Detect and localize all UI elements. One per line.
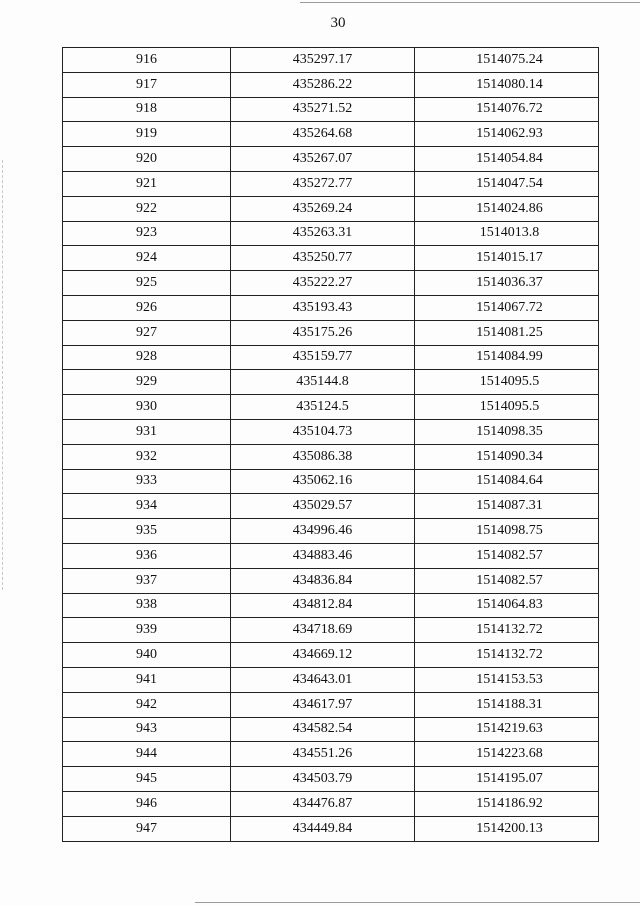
table-row (63, 469, 599, 494)
table-row (63, 97, 599, 122)
y-coordinate-cell (415, 72, 599, 97)
y-coordinate-cell (415, 395, 599, 420)
x-coordinate-cell (231, 816, 415, 841)
x-coordinate-cell (231, 742, 415, 767)
point-number: 933 (136, 473, 157, 489)
x-coordinate: 434551.26 (292, 746, 353, 762)
point-number: 942 (136, 696, 157, 712)
y-coordinate: 1514098.35 (476, 423, 543, 439)
point-number: 930 (136, 399, 157, 415)
x-coordinate-cell (231, 147, 415, 172)
point-number-cell (63, 767, 231, 792)
table-row (63, 370, 599, 395)
y-coordinate-cell (415, 667, 599, 692)
table-row (63, 494, 599, 519)
point-number: 916 (136, 51, 157, 67)
y-coordinate-cell (415, 469, 599, 494)
y-coordinate-cell (415, 692, 599, 717)
y-coordinate-cell (415, 519, 599, 544)
table-row (63, 643, 599, 668)
x-coordinate-cell (231, 767, 415, 792)
x-coordinate: 435175.26 (292, 324, 353, 340)
x-coordinate: 435286.22 (292, 76, 353, 92)
y-coordinate-cell (415, 221, 599, 246)
table-row (63, 246, 599, 271)
point-number-cell (63, 519, 231, 544)
x-coordinate: 434643.01 (292, 671, 353, 687)
y-coordinate-cell (415, 419, 599, 444)
x-coordinate-cell (231, 519, 415, 544)
y-coordinate-cell (415, 345, 599, 370)
x-coordinate: 434503.79 (292, 771, 353, 786)
y-coordinate-cell (415, 171, 599, 196)
y-coordinate: 1514200.13 (476, 820, 543, 836)
point-number: 938 (136, 597, 157, 613)
point-number-cell (63, 593, 231, 618)
point-number-cell (63, 147, 231, 172)
point-number: 945 (136, 771, 157, 786)
coordinates-table-body (63, 48, 599, 842)
x-coordinate: 434996.46 (292, 523, 353, 539)
scan-edge-bottom (195, 902, 640, 903)
y-coordinate-cell (415, 97, 599, 122)
x-coordinate-cell (231, 295, 415, 320)
x-coordinate-cell (231, 345, 415, 370)
y-coordinate-cell (415, 767, 599, 792)
point-number-cell (63, 692, 231, 717)
y-coordinate: 1514095.5 (479, 399, 540, 415)
y-coordinate-cell (415, 791, 599, 816)
x-coordinate: 435263.31 (292, 225, 353, 241)
point-number-cell (63, 295, 231, 320)
point-number-cell (63, 543, 231, 568)
table-row (63, 320, 599, 345)
x-coordinate-cell (231, 692, 415, 717)
x-coordinate: 434669.12 (292, 647, 353, 663)
point-number: 917 (136, 76, 157, 92)
y-coordinate-cell (415, 295, 599, 320)
point-number-cell (63, 221, 231, 246)
x-coordinate: 435272.77 (292, 175, 353, 191)
scan-edge-top (300, 2, 640, 3)
point-number-cell (63, 419, 231, 444)
point-number: 934 (136, 498, 157, 514)
point-number: 919 (136, 126, 157, 142)
x-coordinate: 434883.46 (292, 547, 353, 563)
y-coordinate: 1514013.8 (479, 225, 540, 241)
y-coordinate: 1514080.14 (476, 76, 543, 92)
x-coordinate-cell (231, 791, 415, 816)
point-number-cell (63, 196, 231, 221)
x-coordinate-cell (231, 122, 415, 147)
y-coordinate: 1514132.72 (476, 647, 543, 663)
x-coordinate-cell (231, 593, 415, 618)
x-coordinate: 434718.69 (292, 622, 353, 638)
point-number: 925 (136, 275, 157, 291)
y-coordinate: 1514015.17 (476, 250, 543, 266)
y-coordinate: 1514036.37 (476, 275, 543, 291)
x-coordinate-cell (231, 271, 415, 296)
x-coordinate: 435269.24 (292, 200, 353, 216)
point-number-cell (63, 717, 231, 742)
x-coordinate-cell (231, 395, 415, 420)
x-coordinate: 434812.84 (292, 597, 353, 613)
y-coordinate: 1514082.57 (476, 572, 543, 588)
x-coordinate: 435264.68 (292, 126, 353, 142)
y-coordinate: 1514054.84 (476, 151, 543, 167)
point-number-cell (63, 271, 231, 296)
table-row (63, 667, 599, 692)
point-number: 947 (136, 820, 157, 836)
point-number-cell (63, 816, 231, 841)
point-number-cell (63, 171, 231, 196)
point-number: 921 (136, 175, 157, 191)
point-number-cell (63, 122, 231, 147)
x-coordinate: 435250.77 (292, 250, 353, 266)
table-row (63, 419, 599, 444)
point-number-cell (63, 97, 231, 122)
x-coordinate-cell (231, 171, 415, 196)
y-coordinate: 1514075.24 (476, 51, 543, 67)
point-number: 932 (136, 448, 157, 464)
scan-edge-left (2, 160, 4, 590)
y-coordinate-cell (415, 48, 599, 73)
table-row (63, 519, 599, 544)
y-coordinate: 1514064.83 (476, 597, 543, 613)
x-coordinate-cell (231, 494, 415, 519)
point-number: 944 (136, 746, 157, 762)
y-coordinate: 1514095.5 (479, 374, 540, 390)
y-coordinate: 1514153.53 (476, 671, 543, 687)
coordinates-table (62, 47, 599, 842)
x-coordinate-cell (231, 717, 415, 742)
y-coordinate-cell (415, 246, 599, 271)
point-number: 927 (136, 324, 157, 340)
table-row (63, 742, 599, 767)
y-coordinate-cell (415, 494, 599, 519)
y-coordinate: 1514195.07 (476, 771, 543, 786)
table-row (63, 717, 599, 742)
table-row (63, 618, 599, 643)
table-row (63, 122, 599, 147)
y-coordinate: 1514047.54 (476, 175, 543, 191)
table-row (63, 791, 599, 816)
x-coordinate: 434617.97 (292, 696, 353, 712)
table-row (63, 72, 599, 97)
point-number: 937 (136, 572, 157, 588)
y-coordinate-cell (415, 444, 599, 469)
y-coordinate: 1514223.68 (476, 746, 543, 762)
table-row (63, 196, 599, 221)
y-coordinate: 1514067.72 (476, 299, 543, 315)
y-coordinate-cell (415, 643, 599, 668)
table-row (63, 271, 599, 296)
table-row (63, 147, 599, 172)
point-number: 941 (136, 671, 157, 687)
point-number-cell (63, 643, 231, 668)
x-coordinate-cell (231, 618, 415, 643)
y-coordinate: 1514084.99 (476, 349, 543, 365)
x-coordinate: 435222.27 (292, 275, 353, 291)
x-coordinate-cell (231, 320, 415, 345)
y-coordinate-cell (415, 618, 599, 643)
x-coordinate-cell (231, 370, 415, 395)
y-coordinate: 1514062.93 (476, 126, 543, 142)
x-coordinate-cell (231, 643, 415, 668)
point-number-cell (63, 791, 231, 816)
point-number-cell (63, 370, 231, 395)
point-number-cell (63, 742, 231, 767)
y-coordinate: 1514082.57 (476, 547, 543, 563)
y-coordinate: 1514024.86 (476, 200, 543, 216)
x-coordinate: 434449.84 (292, 820, 353, 836)
point-number: 922 (136, 200, 157, 216)
y-coordinate-cell (415, 593, 599, 618)
y-coordinate-cell (415, 717, 599, 742)
y-coordinate-cell (415, 816, 599, 841)
point-number-cell (63, 618, 231, 643)
table-row (63, 48, 599, 73)
point-number-cell (63, 345, 231, 370)
y-coordinate: 1514087.31 (476, 498, 543, 514)
table-row (63, 444, 599, 469)
point-number-cell (63, 667, 231, 692)
x-coordinate-cell (231, 469, 415, 494)
x-coordinate: 435124.5 (296, 399, 349, 415)
y-coordinate: 1514188.31 (476, 696, 543, 712)
y-coordinate: 1514076.72 (476, 101, 543, 117)
x-coordinate-cell (231, 72, 415, 97)
y-coordinate: 1514098.75 (476, 523, 543, 539)
table-row (63, 568, 599, 593)
point-number: 923 (136, 225, 157, 241)
table-row (63, 171, 599, 196)
x-coordinate: 435144.8 (296, 374, 349, 390)
table-row (63, 543, 599, 568)
table-row (63, 692, 599, 717)
point-number-cell (63, 469, 231, 494)
x-coordinate-cell (231, 97, 415, 122)
x-coordinate-cell (231, 246, 415, 271)
y-coordinate-cell (415, 196, 599, 221)
x-coordinate: 435086.38 (292, 448, 353, 464)
point-number-cell (63, 246, 231, 271)
x-coordinate: 434582.54 (292, 721, 353, 737)
point-number: 928 (136, 349, 157, 365)
page-number: 30 (330, 15, 346, 31)
x-coordinate-cell (231, 48, 415, 73)
point-number: 931 (136, 423, 157, 439)
point-number-cell (63, 320, 231, 345)
y-coordinate: 1514090.34 (476, 448, 543, 464)
table-row (63, 345, 599, 370)
y-coordinate: 1514081.25 (476, 324, 543, 340)
x-coordinate-cell (231, 419, 415, 444)
point-number: 926 (136, 299, 157, 315)
x-coordinate-cell (231, 568, 415, 593)
point-number-cell (63, 444, 231, 469)
y-coordinate-cell (415, 271, 599, 296)
x-coordinate: 434476.87 (292, 795, 353, 811)
table-row (63, 593, 599, 618)
x-coordinate: 435062.16 (292, 473, 353, 489)
x-coordinate: 434836.84 (292, 572, 353, 588)
x-coordinate: 435271.52 (292, 101, 353, 117)
x-coordinate-cell (231, 543, 415, 568)
x-coordinate: 435159.77 (292, 349, 353, 365)
y-coordinate-cell (415, 543, 599, 568)
table-row (63, 767, 599, 792)
y-coordinate-cell (415, 147, 599, 172)
x-coordinate-cell (231, 667, 415, 692)
point-number: 936 (136, 547, 157, 563)
point-number: 920 (136, 151, 157, 167)
point-number: 924 (136, 250, 157, 266)
x-coordinate: 435029.57 (292, 498, 353, 514)
point-number: 918 (136, 101, 157, 117)
y-coordinate: 1514186.92 (476, 795, 543, 811)
x-coordinate: 435267.07 (292, 151, 353, 167)
y-coordinate: 1514132.72 (476, 622, 543, 638)
point-number-cell (63, 568, 231, 593)
y-coordinate: 1514084.64 (476, 473, 543, 489)
point-number: 939 (136, 622, 157, 638)
table-row (63, 295, 599, 320)
x-coordinate-cell (231, 196, 415, 221)
point-number: 929 (136, 374, 157, 390)
y-coordinate-cell (415, 122, 599, 147)
y-coordinate-cell (415, 370, 599, 395)
y-coordinate: 1514219.63 (476, 721, 543, 737)
x-coordinate-cell (231, 444, 415, 469)
point-number: 940 (136, 647, 157, 663)
point-number-cell (63, 48, 231, 73)
x-coordinate-cell (231, 221, 415, 246)
x-coordinate: 435193.43 (292, 299, 353, 315)
x-coordinate: 435104.73 (292, 423, 353, 439)
point-number: 946 (136, 795, 157, 811)
y-coordinate-cell (415, 320, 599, 345)
table-row (63, 395, 599, 420)
table-row (63, 221, 599, 246)
point-number: 935 (136, 523, 157, 539)
y-coordinate-cell (415, 568, 599, 593)
point-number: 943 (136, 721, 157, 737)
y-coordinate-cell (415, 742, 599, 767)
x-coordinate: 435297.17 (292, 51, 353, 67)
point-number-cell (63, 494, 231, 519)
point-number-cell (63, 395, 231, 420)
point-number-cell (63, 72, 231, 97)
table-row (63, 816, 599, 841)
